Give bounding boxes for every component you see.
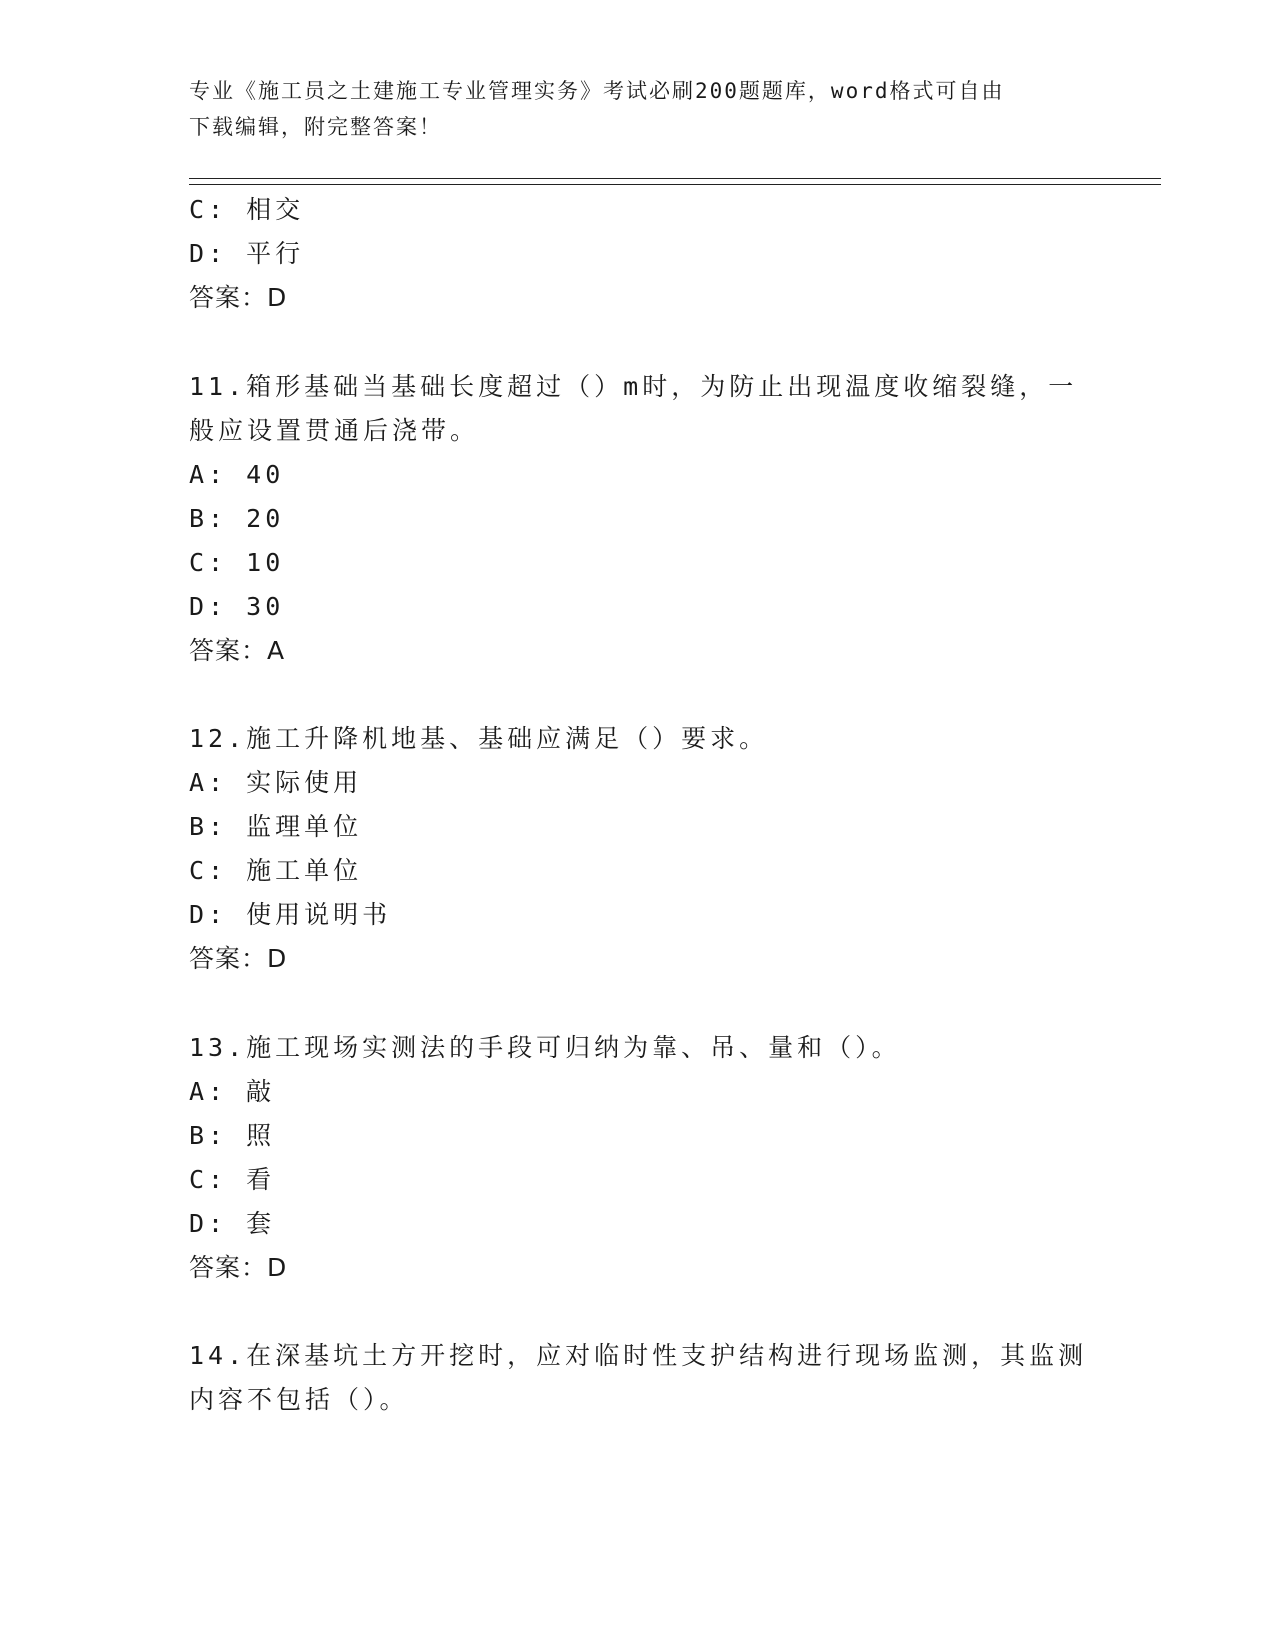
q13-option-b: B: 照	[189, 1121, 276, 1150]
header-rule-top	[189, 178, 1161, 179]
q11-stem-line-1: 11.箱形基础当基础长度超过（）m时，为防止出现温度收缩裂缝，一	[189, 372, 1078, 401]
q10-option-d: D: 平行	[189, 239, 305, 268]
q12-option-a: A: 实际使用	[189, 768, 363, 797]
q12-option-d: D: 使用说明书	[189, 900, 392, 929]
q11-stem-line-2: 般应设置贯通后浇带。	[189, 416, 480, 445]
q13-option-a: A: 敲	[189, 1077, 276, 1106]
q13-answer: 答案：D	[189, 1253, 288, 1282]
q12-stem: 12.施工升降机地基、基础应满足（）要求。	[189, 724, 769, 753]
q12-option-c: C: 施工单位	[189, 856, 363, 885]
q13-option-c: C: 看	[189, 1165, 276, 1194]
q11-answer: 答案：A	[189, 636, 286, 665]
q12-option-b: B: 监理单位	[189, 812, 363, 841]
q13-option-d: D: 套	[189, 1209, 276, 1238]
q10-option-c: C: 相交	[189, 195, 305, 224]
q14-stem-line-2: 内容不包括（）。	[189, 1385, 409, 1414]
q11-option-a: A: 40	[189, 460, 285, 489]
header-line-2: 下载编辑，附完整答案！	[189, 115, 442, 139]
q11-option-b: B: 20	[189, 504, 285, 533]
q11-option-c: C: 10	[189, 548, 285, 577]
document-header	[189, 73, 1079, 145]
header-rule-bottom	[189, 184, 1161, 185]
q12-answer: 答案：D	[189, 944, 288, 973]
q14-stem-line-1: 14.在深基坑土方开挖时，应对临时性支护结构进行现场监测，其监测	[189, 1341, 1088, 1370]
header-line-1: 专业《施工员之土建施工专业管理实务》考试必刷200题题库，word格式可自由	[189, 79, 1005, 103]
q13-stem: 13.施工现场实测法的手段可归纳为靠、吊、量和（）。	[189, 1033, 901, 1062]
q11-option-d: D: 30	[189, 592, 285, 621]
q10-answer: 答案：D	[189, 283, 288, 312]
